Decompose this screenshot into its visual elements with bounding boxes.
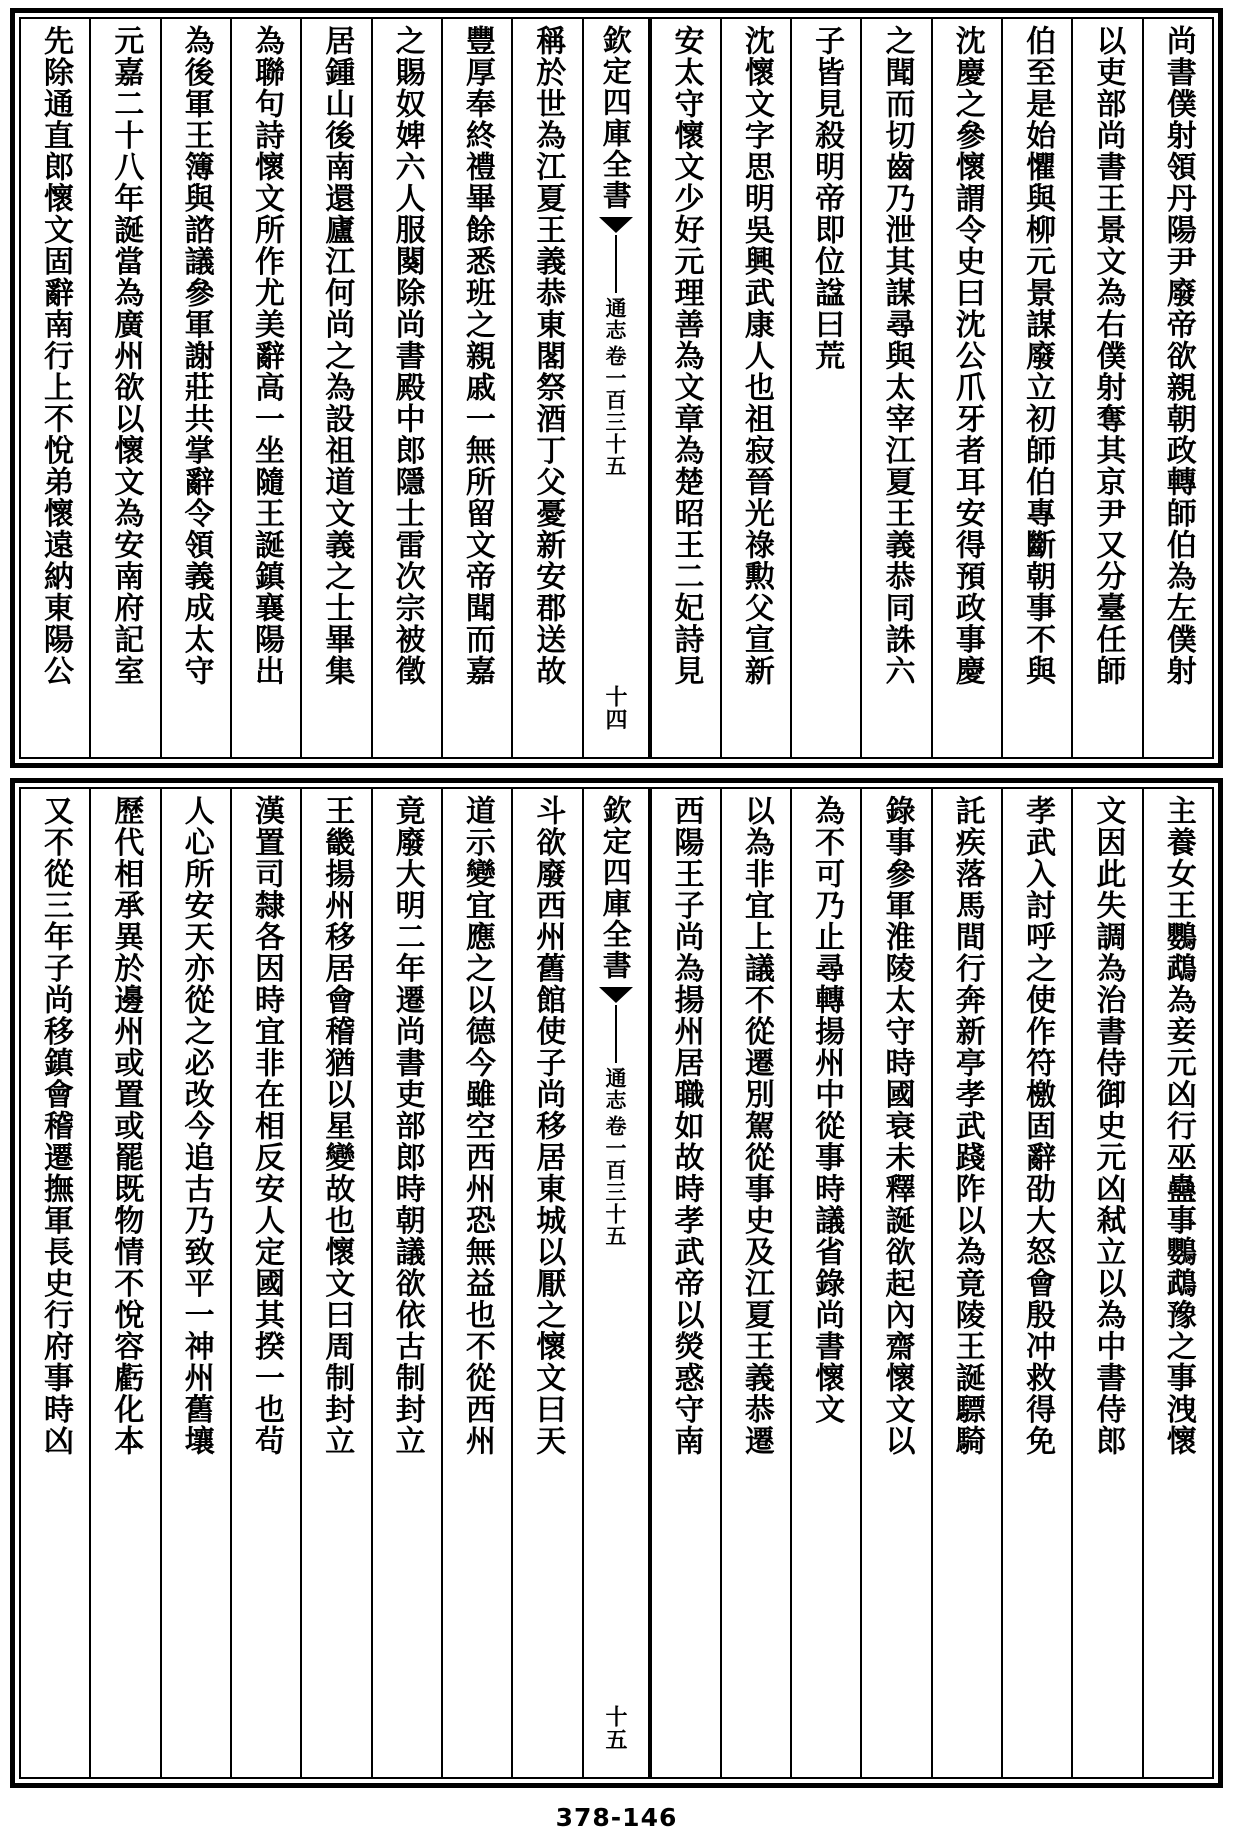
text-column: [860, 789, 930, 1777]
text-column: [441, 19, 511, 757]
text-column: [650, 789, 720, 1777]
text-column: [300, 789, 370, 1777]
column-text: 斗欲廢西州舊館使子尚移居東城以厭之懷文曰天: [530, 795, 566, 1457]
text-column: [160, 19, 230, 757]
column-text: 文因此失調為治書侍御史元凶弒立以為中書侍郎: [1090, 795, 1126, 1457]
banxin-rule: [615, 1005, 617, 1063]
column-text: 為後軍王簿與諮議參軍謝莊共掌辭令領義成太守: [178, 25, 214, 687]
text-column: [1001, 19, 1071, 757]
column-text: 居鍾山後南還廬江何尚之為設祖道文義之士畢集: [319, 25, 355, 687]
text-column: [21, 19, 89, 757]
banxin-center-strip: [582, 789, 650, 1777]
column-text: 之賜奴婢六人服闋除尚書殿中郎隱士雷次宗被徵: [389, 25, 425, 687]
column-text: 豐厚奉終禮畢餘悉班之親戚一無所留文帝聞而嘉: [459, 25, 495, 687]
column-text: 安太守懷文少好元理善為文章為楚昭王二妃詩見: [668, 25, 704, 687]
banxin-page-number: 十四: [602, 685, 628, 731]
banxin-page-number: 十五: [602, 1705, 628, 1751]
text-column: [790, 19, 860, 757]
column-text: 錄事參軍淮陵太守時國衰未釋誕欲起內齋懷文以: [879, 795, 915, 1457]
page-number-footer: 378-146: [555, 1803, 678, 1832]
text-column: [89, 789, 159, 1777]
text-column: [230, 19, 300, 757]
column-text: 稱於世為江夏王義恭東閣祭酒丁父憂新安郡送故: [530, 25, 566, 687]
column-text: 尚書僕射領丹陽尹廢帝欲親朝政轉師伯為左僕射: [1160, 25, 1196, 687]
text-column: [371, 789, 441, 1777]
column-text: 孝武入討呼之使作符檄固辭劭大怒會殷冲救得免: [1020, 795, 1056, 1457]
banxin-juan: 卷一百三十五: [603, 1115, 629, 1247]
fish-tail-icon: [599, 217, 633, 233]
text-column: [720, 789, 790, 1777]
column-text: 先除通直郎懷文固辭南行上不悅弟懷遠納東陽公: [38, 25, 74, 687]
column-text: 元嘉二十八年誕當為廣州欲以懷文為安南府記室: [108, 25, 144, 687]
text-column: [1071, 19, 1141, 757]
text-column: [21, 789, 89, 1777]
text-column: [860, 19, 930, 757]
text-column: [790, 789, 860, 1777]
text-column: [1001, 789, 1071, 1777]
banxin-series: 通志: [603, 1067, 629, 1111]
column-text: 人心所安天亦從之必改今追古乃致平一神州舊壤: [178, 795, 214, 1457]
column-text: 以吏部尚書王景文為右僕射奪其京尹又分臺任師: [1090, 25, 1126, 687]
column-text: 主養女王鸚鵡為妾元凶行巫蠱事鸚鵡豫之事洩懷: [1160, 795, 1196, 1457]
text-column: [650, 19, 720, 757]
banxin-title: 欽定四庫全書: [598, 25, 633, 211]
column-text: 王畿揚州移居會稽猶以星變故也懷文曰周制封立: [319, 795, 355, 1457]
text-column: [230, 789, 300, 1777]
column-text: 歷代相承異於邊州或置或罷既物情不悅容虧化本: [108, 795, 144, 1457]
banxin-center-strip: [582, 19, 650, 757]
banxin-series: 通志: [603, 297, 629, 341]
column-text: 為聯句詩懷文所作尤美辭高一坐隨王誕鎮襄陽出: [248, 25, 284, 687]
column-text: 竟廢大明二年遷尚書吏部郎時朝議欲依古制封立: [389, 795, 425, 1457]
text-column: [89, 19, 159, 757]
banxin-rule: [615, 235, 617, 293]
column-text: 西陽王子尚為揚州居職如故時孝武帝以熒惑守南: [668, 795, 704, 1457]
column-text: 之聞而切齒乃泄其謀尋與太宰江夏王義恭同誅六: [879, 25, 915, 687]
text-column: [931, 789, 1001, 1777]
column-text: 託疾落馬間行奔新亭孝武踐阼以為竟陵王誕驃騎: [949, 795, 985, 1457]
column-text: 為不可乃止尋轉揚州中從事時議省錄尚書懷文: [809, 795, 845, 1425]
column-text: 又不從三年子尚移鎮會稽遷撫軍長史行府事時凶: [38, 795, 74, 1457]
text-column: [931, 19, 1001, 757]
folio-bottom-text-block: [19, 787, 1214, 1779]
folio-top: [10, 8, 1223, 768]
text-column: [300, 19, 370, 757]
text-column: [511, 789, 581, 1777]
text-column: [1142, 789, 1212, 1777]
text-column: [511, 19, 581, 757]
text-column: [1071, 789, 1141, 1777]
text-column: [441, 789, 511, 1777]
text-column: [720, 19, 790, 757]
banxin-title: 欽定四庫全書: [598, 795, 633, 981]
column-text: 子皆見殺明帝即位諡曰荒: [809, 25, 845, 372]
text-column: [371, 19, 441, 757]
folio-top-text-block: [19, 17, 1214, 759]
column-text: 沈慶之參懷謂令史曰沈公爪牙者耳安得預政事慶: [949, 25, 985, 687]
column-text: 伯至是始懼與柳元景謀廢立初師伯專斷朝事不與: [1020, 25, 1056, 687]
column-text: 沈懷文字思明吳興武康人也祖寂晉光祿勲父宣新: [738, 25, 774, 687]
column-text: 漢置司隸各因時宜非在相反安人定國其揆一也茍: [248, 795, 284, 1457]
folio-bottom: [10, 778, 1223, 1788]
column-text: 道示變宜應之以德今雖空西州恐無益也不從西州: [459, 795, 495, 1457]
fish-tail-icon: [599, 987, 633, 1003]
column-text: 以為非宜上議不從遷別駕從事史及江夏王義恭遷: [738, 795, 774, 1457]
text-column: [160, 789, 230, 1777]
text-column: [1142, 19, 1212, 757]
banxin-juan: 卷一百三十五: [603, 345, 629, 477]
